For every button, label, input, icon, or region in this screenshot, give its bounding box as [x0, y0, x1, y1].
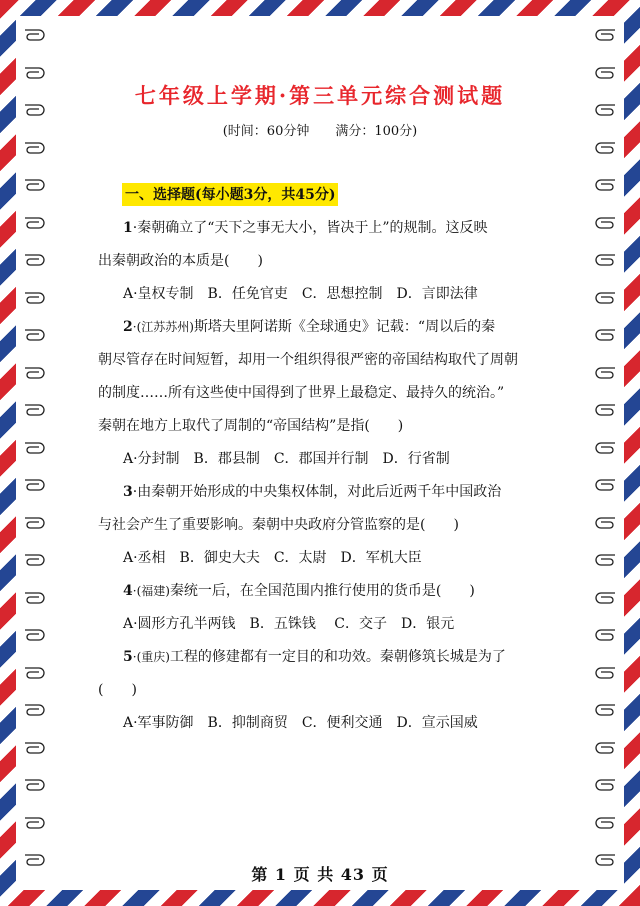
- question-text: 朝尽管存在时间短暂，却用一个组织得很严密的帝国结构取代了周朝: [98, 352, 518, 368]
- section-header: 一、选择题(每小题3分，共45分): [122, 183, 338, 206]
- question-number: 3: [123, 484, 133, 500]
- question-source-tag: ·(重庆): [132, 650, 170, 664]
- page-number: 1: [274, 865, 288, 884]
- page-title: 七年级上学期·第三单元综合测试题: [134, 83, 506, 108]
- exam-score: 满分：100分): [335, 124, 418, 139]
- paperclip-icon: [24, 324, 50, 344]
- question-number: 4: [123, 583, 133, 599]
- paperclip-icon: [590, 624, 616, 644]
- paperclip-icon: [590, 587, 616, 607]
- question-options: A·皇权专制 B．任免官吏 C．思想控制 D．言即法律: [123, 286, 478, 302]
- question-text: ·秦朝确立了“天下之事无大小，皆决于上”的规制。这反映: [132, 220, 488, 236]
- paperclip-icon: [590, 137, 616, 157]
- question-text: 出秦朝政治的本质是( ): [98, 253, 263, 269]
- paperclip-icon: [590, 774, 616, 794]
- question-text: 秦统一后，在全国范围内推行使用的货币是( ): [169, 583, 475, 599]
- paperclip-icon: [590, 399, 616, 419]
- question-options: A·分封制 B．郡县制 C．郡国并行制 D．行省制: [123, 451, 450, 467]
- paperclip-icon: [24, 137, 50, 157]
- paperclip-icon: [24, 212, 50, 232]
- paperclip-icon: [590, 737, 616, 757]
- paperclip-icon: [590, 437, 616, 457]
- paperclip-icon: [24, 699, 50, 719]
- question-2: [98, 315, 544, 480]
- question-options: A·圆形方孔半两钱 B．五铢钱 C．交子 D．银元: [123, 616, 455, 632]
- question-text: 的制度……所有这些使中国得到了世界上最稳定、最持久的统治。”: [98, 385, 505, 401]
- question-options: A·军事防御 B．抑制商贸 C．便利交通 D．宣示国威: [123, 715, 478, 731]
- paperclip-icon: [24, 474, 50, 494]
- paperclip-icon: [24, 549, 50, 569]
- paperclip-icon: [24, 624, 50, 644]
- question-number: 1: [123, 220, 133, 236]
- paperclip-icon: [590, 549, 616, 569]
- paperclip-icon: [24, 24, 50, 44]
- paperclip-icon: [24, 174, 50, 194]
- question-list: [98, 216, 544, 744]
- paperclip-icon: [24, 774, 50, 794]
- question-text: 秦朝在地方上取代了周制的“帝国结构”是指( ): [98, 418, 404, 434]
- paperclip-icon: [24, 812, 50, 832]
- exam-info: [0, 120, 640, 139]
- question-text: 斯塔夫里阿诺斯《全球通史》记载：“周以后的秦: [193, 319, 496, 335]
- paperclip-icon: [590, 699, 616, 719]
- paperclip-icon: [590, 174, 616, 194]
- paperclip-icon: [590, 287, 616, 307]
- question-source-tag: ·(福建): [132, 584, 170, 598]
- paperclip-icon: [24, 62, 50, 82]
- exam-time: (时间：60分钟: [222, 124, 310, 139]
- question-text: 工程的修建都有一定目的和功效。秦朝修筑长城是为了: [169, 649, 506, 665]
- question-number: 2: [123, 319, 133, 335]
- paperclip-icon: [24, 437, 50, 457]
- question-text: ·由秦朝开始形成的中央集权体制，对此后近两千年中国政治: [132, 484, 502, 500]
- paperclip-icon: [590, 62, 616, 82]
- paperclip-icon: [24, 587, 50, 607]
- paperclip-icon: [24, 399, 50, 419]
- paperclip-icon: [590, 662, 616, 682]
- paperclip-icon: [590, 212, 616, 232]
- paperclip-icon: [590, 24, 616, 44]
- page-footer: 第 1 页 共 43 页: [251, 865, 389, 884]
- question-1: [98, 216, 544, 315]
- question-5: [98, 645, 544, 744]
- paperclip-icon: [590, 362, 616, 382]
- question-4: [98, 579, 544, 645]
- question-number: 5: [123, 649, 133, 665]
- paperclip-icon: [590, 324, 616, 344]
- question-3: [98, 480, 544, 579]
- paperclip-icon: [24, 362, 50, 382]
- page-total: 43: [340, 865, 366, 884]
- question-options: A·丞相 B．御史大夫 C．太尉 D．军机大臣: [123, 550, 422, 566]
- paperclip-icon: [590, 812, 616, 832]
- paperclip-icon: [24, 287, 50, 307]
- paperclip-icon: [590, 474, 616, 494]
- paperclip-icon: [24, 662, 50, 682]
- question-source-tag: ·(江苏苏州): [132, 320, 194, 334]
- paperclip-icon: [590, 249, 616, 269]
- paperclip-icon: [24, 737, 50, 757]
- paperclip-icon: [590, 512, 616, 532]
- paperclip-icon: [24, 512, 50, 532]
- question-text: ( ): [98, 682, 137, 698]
- question-text: 与社会产生了重要影响。秦朝中央政府分管监察的是( ): [98, 517, 459, 533]
- paperclip-icon: [24, 249, 50, 269]
